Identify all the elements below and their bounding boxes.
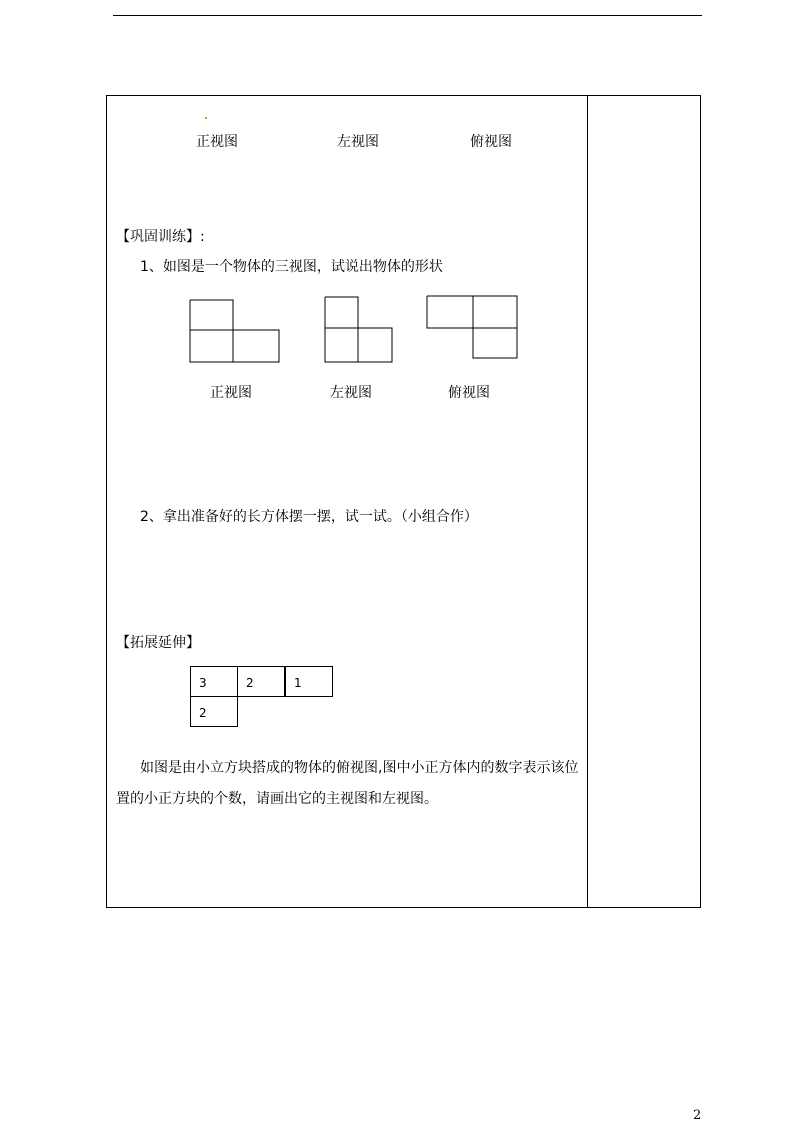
consolidation-heading: 【巩固训练】: <box>116 229 205 245</box>
grid-cell: 2 <box>237 666 285 697</box>
extension-heading: 【拓展延伸】 <box>116 635 200 651</box>
page-number: 2 <box>693 1108 702 1123</box>
grid-cell: 2 <box>190 696 238 727</box>
top-view-label-top: 俯视图 <box>470 134 512 150</box>
left-view-label-top: 左视图 <box>337 134 379 150</box>
left-view-drawing <box>325 297 392 362</box>
top-view-label: 俯视图 <box>448 385 490 401</box>
grid-cell: 3 <box>190 666 238 697</box>
extension-text-line-2: 置的小正方块的个数，请画出它的主视图和左视图。 <box>116 791 438 807</box>
question-1: 1、如图是一个物体的三视图，试说出物体的形状 <box>140 259 443 275</box>
front-view-label-top: 正视图 <box>196 134 238 150</box>
front-view-drawing <box>190 300 279 362</box>
question-2: 2、拿出准备好的长方体摆一摆，试一试。（小组合作） <box>140 509 478 525</box>
front-view-label: 正视图 <box>210 385 252 401</box>
extension-text-line-1: 如图是由小立方块搭成的物体的俯视图,图中小正方体内的数字表示该位 <box>140 760 579 776</box>
grid-cell: 1 <box>285 666 333 697</box>
left-view-label: 左视图 <box>330 385 372 401</box>
top-view-drawing <box>427 296 517 358</box>
